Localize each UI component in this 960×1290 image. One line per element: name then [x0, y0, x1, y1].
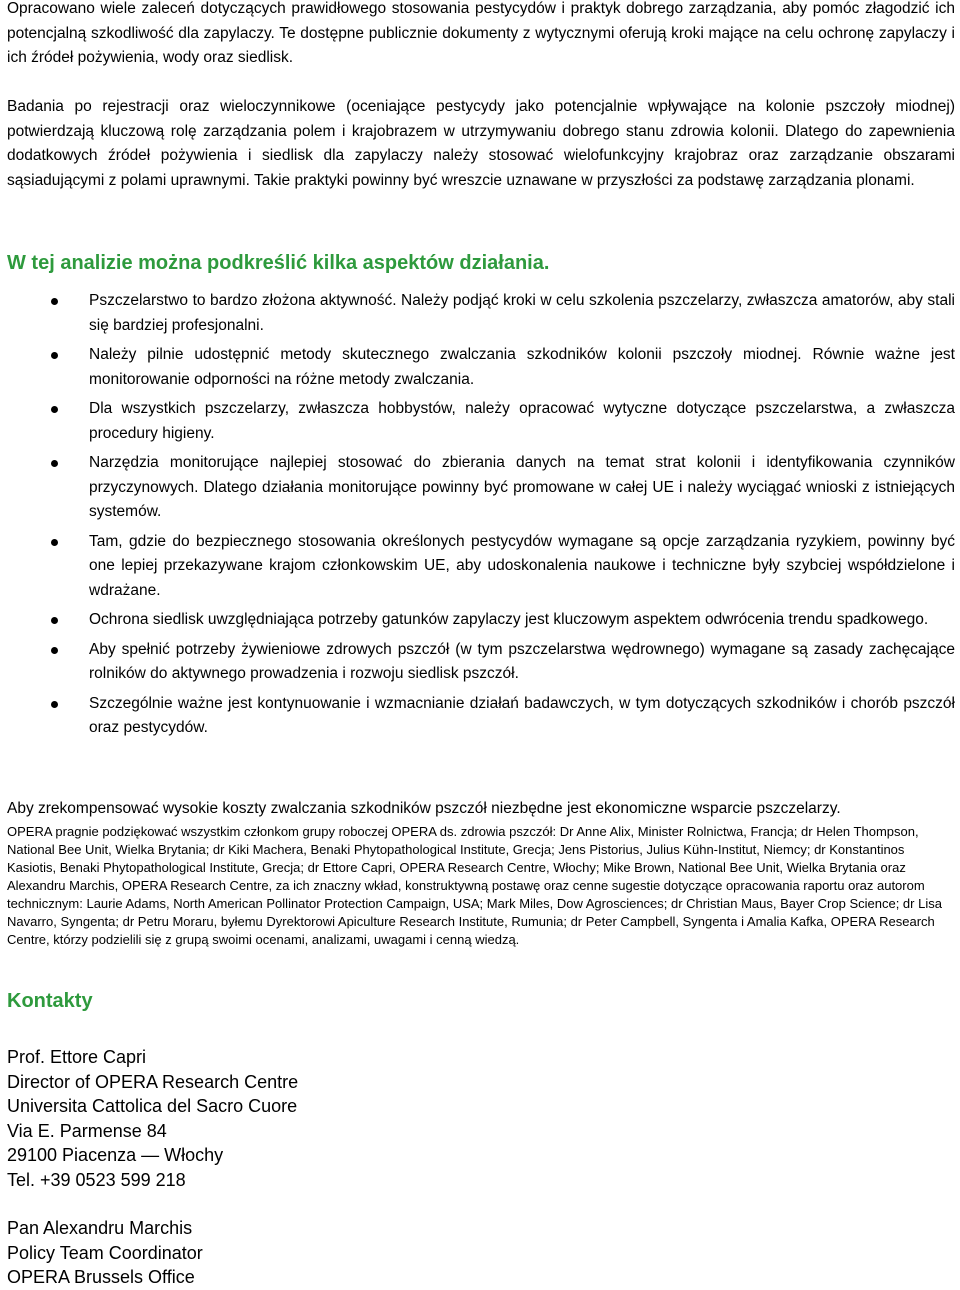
contact-name: Pan Alexandru Marchis [7, 1218, 193, 1238]
list-item-text: Aby spełnić potrzeby żywieniowe zdrowych pszczół (w tym pszczelarstwa wędrownego) wymagane są zasady zachęcające rolników do aktywnego prowadzenia i rozwoju siedlisk pszczół. [89, 640, 955, 682]
action-bullet-list [7, 289, 955, 746]
economic-paragraph: Aby zrekompensować wysokie koszty zwalczania szkodników pszczół niezbędne jest ekonomiczne wsparcie pszczelarzy. [7, 799, 841, 817]
list-item-text: Ochrona siedlisk uwzględniająca potrzeby gatunków zapylaczy jest kluczowym aspektem odwrócenia trendu spadkowego. [89, 611, 929, 628]
list-item [7, 638, 955, 687]
contact-phone: Tel. +39 0523 599 218 [7, 1169, 186, 1190]
research-paragraph: Badania po rejestracji oraz wieloczynnikowe (oceniające pestycydy jako potencjalnie wpływające na kolonie pszczoły miodnej) potwierdzają kluczową rolę zarządzania polem i krajobrazem w utrzymywaniu dobrego stanu zdrowia kolonii. Dlatego do zapewnienia dodatkowych źródeł pożywienia i siedlisk dla zapylaczy należy stosować wielofunkcyjny krajobraz oraz zarządzanie obszarami sąsiadującymi z polami uprawnymi. Takie praktyki powinny być wreszcie uznawane w przyszłości za podstawę zarządzania plonami. [7, 98, 955, 189]
list-item-text: Dla wszystkich pszczelarzy, zwłaszcza hobbystów, należy opracować wytyczne dotyczące pszczelarstwa, a zwłaszcza procedury higieny. [89, 400, 955, 442]
bullet-icon [51, 460, 58, 467]
contact-block-marchis [7, 1216, 955, 1290]
list-item-text: Narzędzia monitorujące najlepiej stosować do zbierania danych na temat strat kolonii i identyfikowania czynników przyczynowych. Dlatego działania monitorujące powinny być promowane w całej UE i należy wyciągać wnioski z istniejących systemów. [89, 454, 955, 520]
list-item [7, 343, 955, 392]
list-item-text: Szczególnie ważne jest kontynuowanie i wzmacnianie działań badawczych, w tym dotyczących szkodników i chorób pszczół oraz pestycydów. [89, 694, 955, 736]
analysis-heading: W tej analizie można podkreślić kilka aspektów działania. [7, 252, 550, 274]
intro-paragraph: Opracowano wiele zaleceń dotyczących prawidłowego stosowania pestycydów i praktyk dobrego zarządzania, aby pomóc złagodzić ich potencjalną szkodliwość dla zapylaczy. Te dostępne publicznie dokumenty z wytycznymi oferują kroki mające na celu ochronę zapylaczy i ich źródeł pożywienia, wody oraz siedlisk. [7, 0, 955, 66]
contact-role: Director of OPERA Research Centre [7, 1071, 299, 1092]
contact-city: 29100 Piacenza — Włochy [7, 1145, 224, 1165]
contact-block-capri [7, 1045, 955, 1192]
contact-name: Prof. Ettore Capri [7, 1047, 147, 1067]
bullet-icon [51, 539, 58, 546]
acknowledgements-paragraph: OPERA pragnie podziękować wszystkim członkom grupy roboczej OPERA ds. zdrowia pszczół: Dr Anne Alix, Minister Rolnictwa, Francja; dr Helen Thompson, National Bee Unit, Wielka Brytania; dr Kiki Machera, Benaki Phytopathological Institute, Grecja; Jens Pistorius, Julius Kühn-Institut, Niemcy; dr Konstantinos Kasiotis, Benaki Phytopathological Institute, Grecja; dr Ettore Capri, OPERA Research Centre, Włochy; Mike Brown, National Bee Unit, Wielka Brytania oraz Alexandru Marchis, OPERA Research Centre, za ich znaczny wkład, konstruktywną postawę oraz cenne sugestie dotyczące opracowania raportu oraz autorom technicznym: Laurie Adams, North American Pollinator Protection Campaign, USA; Mark Miles, Dow Agrosciences; dr Christian Maus, Bayer Crop Science; dr Lisa Navarro, Syngenta; dr Petru Moraru, byłemu Dyrektorowi Apiculture Research Institute, Rumunia; dr Peter Campbell, Syngenta i Amalia Kafka, OPERA Research Centre, którzy podzielili się z grupą swoimi ocenami, analizami, uwagami i cenną wiedzą. [7, 824, 942, 947]
bullet-icon [51, 701, 58, 708]
contact-role: Policy Team Coordinator [7, 1242, 203, 1263]
contact-street: Via E. Parmense 84 [7, 1120, 167, 1141]
bullet-icon [51, 617, 58, 624]
contact-institution: Universita Cattolica del Sacro Cuore [7, 1096, 298, 1116]
list-item [7, 289, 955, 338]
bullet-icon [51, 647, 58, 654]
list-item [7, 397, 955, 446]
bullet-icon [51, 352, 58, 359]
list-item-text: Pszczelarstwo to bardzo złożona aktywność. Należy podjąć kroki w celu szkolenia pszczelarzy, zwłaszcza amatorów, aby stali się bardziej profesjonalni. [89, 292, 955, 334]
list-item-text: Należy pilnie udostępnić metody skutecznego zwalczania szkodników kolonii pszczoły miodnej. Równie ważne jest monitorowanie odporności na różne metody zwalczania. [89, 346, 955, 388]
bullet-icon [51, 406, 58, 413]
contacts-heading: Kontakty [7, 990, 93, 1012]
list-item [7, 608, 955, 633]
bullet-icon [51, 298, 58, 305]
list-item [7, 451, 955, 525]
list-item-text: Tam, gdzie do bezpiecznego stosowania określonych pestycydów wymagane są opcje zarządzania ryzykiem, powinny być one lepiej przekazywane krajom członkowskim UE, aby udoskonalenia naukowe i techniczne były szybciej współdzielone i wdrażane. [89, 532, 955, 599]
list-item [7, 530, 955, 604]
list-item [7, 692, 955, 741]
contact-office: OPERA Brussels Office [7, 1267, 195, 1287]
